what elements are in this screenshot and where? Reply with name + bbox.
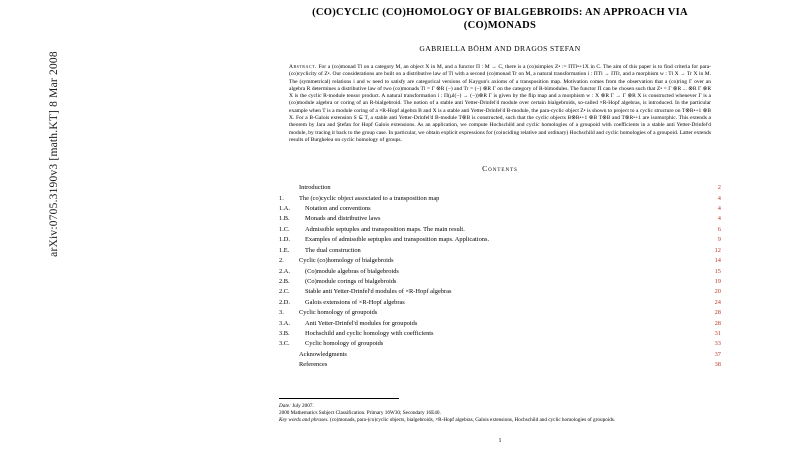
footnote-date <box>279 403 719 410</box>
toc-entry-number: 2.D. <box>279 298 291 306</box>
toc-entry-number: 1.D. <box>279 236 291 244</box>
toc-entry-label: Acknowledgments <box>299 350 347 358</box>
toc-entry-number: 1. <box>279 194 284 202</box>
toc-entry[interactable] <box>279 277 721 287</box>
footnote-keywords-label: Key words and phrases. <box>279 417 329 423</box>
toc-entry[interactable] <box>279 183 721 193</box>
toc-entry-label: The dual construction <box>305 246 361 254</box>
footnote-msc: 2000 Mathematics Subject Classification. Primary 16W30; Secondary 16E40. <box>279 410 441 416</box>
toc-entry-label: Introduction <box>299 184 331 192</box>
abstract <box>289 64 711 144</box>
toc-entry-page[interactable]: 4 <box>717 215 721 223</box>
table-of-contents <box>279 183 721 370</box>
toc-entry[interactable] <box>279 308 721 318</box>
toc-entry[interactable] <box>279 194 721 204</box>
abstract-label: Abstract. <box>289 64 317 70</box>
page-title-line-1: (CO)CYCLIC (CO)HOMOLOGY OF BIALGEBROIDS: AN APPROACH VIA <box>312 7 688 18</box>
toc-entry[interactable] <box>279 298 721 308</box>
toc-entry-number: 1.B. <box>279 215 290 223</box>
contents-heading: Contents <box>482 164 518 174</box>
toc-entry-label: Galois extensions of ×R-Hopf algebras <box>305 298 405 306</box>
toc-entry-number: 1.C. <box>279 225 290 233</box>
toc-entry[interactable] <box>279 267 721 277</box>
toc-entry-label: The (co)cyclic object associated to a transposition map <box>299 194 440 202</box>
page-title-line-2: (CO)MONADS <box>463 20 537 31</box>
authors: GABRIELLA BÖHM AND DRAGOS STEFAN <box>419 44 581 53</box>
toc-entry-number: 2.A. <box>279 267 291 275</box>
toc-entry-label: Stable anti Yetter-Drinfel'd modules of ×R-Hopf algebras <box>305 288 452 296</box>
toc-entry-label: Examples of admissible septuples and transposition maps. Applications. <box>305 236 490 244</box>
toc-entry-label: Cyclic homology of groupoids <box>305 340 384 348</box>
toc-entry-number: 2. <box>279 257 284 265</box>
toc-entry-page[interactable]: 9 <box>717 236 721 244</box>
toc-entry-page[interactable]: 24 <box>714 298 721 306</box>
toc-entry-number: 3. <box>279 309 284 317</box>
toc-entry[interactable] <box>279 235 721 245</box>
toc-entry[interactable] <box>279 339 721 349</box>
toc-entry-page[interactable]: 28 <box>714 309 721 317</box>
toc-entry-page[interactable]: 19 <box>714 277 721 285</box>
toc-entry-label: Admissible septuples and transposition maps. The main result. <box>305 225 465 233</box>
footnote-date-label: Date: <box>279 403 291 409</box>
page-title <box>255 6 745 32</box>
toc-entry[interactable] <box>279 214 721 224</box>
toc-entry-page[interactable]: 38 <box>714 361 721 369</box>
footnote-keywords-value: (co)monads, para-(co)cyclic objects, bialgebroids, ×R-Hopf algebras, Galois extensions, Hochschild and cyclic homologies of groupoids. <box>329 417 616 423</box>
toc-entry[interactable] <box>279 350 721 360</box>
toc-entry-number: 3.A. <box>279 319 291 327</box>
toc-entry-page[interactable]: 4 <box>717 194 721 202</box>
toc-entry[interactable] <box>279 329 721 339</box>
toc-entry-label: Monads and distributive laws <box>305 215 381 223</box>
toc-entry-label: (Co)module corings of bialgebroids <box>305 277 397 285</box>
toc-entry[interactable] <box>279 360 721 370</box>
toc-entry-page[interactable]: 4 <box>717 205 721 213</box>
toc-entry[interactable] <box>279 287 721 297</box>
toc-entry[interactable] <box>279 246 721 256</box>
toc-entry-page[interactable]: 6 <box>717 225 721 233</box>
toc-entry-label: Cyclic (co)homology of bialgebroids <box>299 257 394 265</box>
toc-entry-page[interactable]: 20 <box>714 288 721 296</box>
page-number: 1 <box>498 438 502 444</box>
footnote-rule <box>279 398 399 399</box>
footnote-keywords <box>279 417 719 424</box>
toc-entry[interactable] <box>279 204 721 214</box>
toc-entry-number: 1.E. <box>279 246 290 254</box>
toc-entry[interactable] <box>279 256 721 266</box>
toc-entry-page[interactable]: 15 <box>714 267 721 275</box>
toc-entry-number: 2.B. <box>279 277 290 285</box>
toc-entry-page[interactable]: 33 <box>714 340 721 348</box>
paper-content <box>255 0 745 450</box>
toc-entry[interactable] <box>279 319 721 329</box>
toc-entry-label: Notation and conventions <box>305 205 371 213</box>
toc-entry-page[interactable]: 12 <box>714 246 721 254</box>
toc-entry-label: References <box>299 361 328 369</box>
toc-entry-number: 3.B. <box>279 329 290 337</box>
toc-entry-label: (Co)module algebras of bialgebroids <box>305 267 399 275</box>
toc-entry-label: Cyclic homology of groupoids <box>299 309 378 317</box>
toc-entry-number: 3.C. <box>279 340 290 348</box>
toc-entry-label: Hochschild and cyclic homology with coefficients <box>305 329 434 337</box>
abstract-text: For a (co)monad Tl on a category M, an object X in M, and a functor Π : M → C, there is a (co)simplex Z• := ΠTl•+1X in C. The aim of this paper is to find criteria for para-(co)cyclicity of Z•. Our considerations are built on a distributive law of Tl with a second (co)monad Tr on M, a natural transformation i : ΠTl → ΠTr, and a morphism w : Tl X → Tr X in M. The (symmetrical) relations i and w need to satisfy are categorical versions of Kaygun's axioms of a transposition map. Motivation comes from the observation that a (co)ring Γ over an algebra R determines a distributive law of two (co)monads Tl = Γ ⊗R (−) and Tr = (−) ⊗R Γ on the category of R-bimodules. The functor Π can be chosen such that Z• = Γ ⊗R ... ⊗R Γ ⊗R X is the cyclic R-module tensor product. A natural transformation i : Π(µl(−) → (−))⊗R Γ is given by the flip map and a morphism w : X ⊗R Γ → Γ ⊗R X is constructed whenever Γ is a (co)module algebra or coring of an R-bialgebroid. The notion of a stable anti Yetter-Drinfel'd module over certain bialgebroids, so-called ×R-Hopf algebras, is introduced. In the particular example when T is a module coring of a ×R-Hopf algebra B and X is a stable anti Yetter-Drinfel'd B-module, the para-cyclic object Z• is shown to project to a cyclic structure on T⊗R•+1 ⊗B X. For a B-Galois extension S ⊆ T, a stable anti Yetter-Drinfel'd B-module T⊗B is constructed, such that the cyclic objects B⊗R•+1 ⊗B T⊗B and T⊗R•+1 are isomorphic. This extends a theorem by Jara and Ştefan for Hopf Galois extensions. As an application, we compute Hochschild and cyclic homologies of a groupoid with coefficients in a stable anti Yetter-Drinfel'd module, by tracing it back to the group case. In particular, we obtain explicit expressions for (coinciding relative and ordinary) Hochschild and cyclic homologies of a groupoid. Latter extends results of Burghelea on cyclic homology of groups. <box>289 64 711 143</box>
toc-entry-page[interactable]: 28 <box>714 319 721 327</box>
toc-entry-number: 2.C. <box>279 288 290 296</box>
footnote-date-value: July 2007. <box>292 403 314 409</box>
arxiv-identifier-stamp: arXiv:0705.3190v3 [math.KT] 8 Mar 2008 <box>48 51 60 257</box>
toc-entry-page[interactable]: 14 <box>714 257 721 265</box>
toc-entry-label: Anti Yetter-Drinfel'd modules for groupoids <box>305 319 418 327</box>
toc-entry-page[interactable]: 31 <box>714 329 721 337</box>
toc-entry-number: 1.A. <box>279 205 291 213</box>
toc-entry[interactable] <box>279 225 721 235</box>
toc-entry-page[interactable]: 2 <box>717 184 721 192</box>
footnotes-block <box>279 398 719 424</box>
toc-entry-page[interactable]: 37 <box>714 350 721 358</box>
